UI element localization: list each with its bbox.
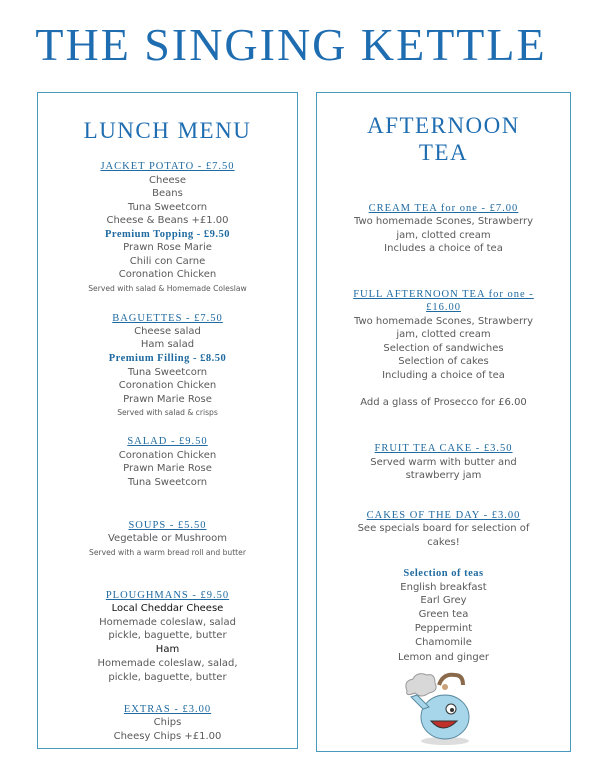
menu-note: Served with salad & crisps (117, 408, 218, 417)
lunch-menu-panel (37, 92, 298, 749)
menu-item-title: Local Cheddar Cheese (111, 603, 224, 614)
section-heading: CREAM TEA for one - £7.00 (368, 203, 519, 214)
menu-item: Includes a choice of tea (384, 243, 503, 254)
menu-item: Add a glass of Prosecco for £6.00 (360, 397, 527, 408)
menu-item: Earl Grey (420, 595, 467, 606)
menu-note: Served with a warm bread roll and butter (89, 548, 246, 557)
section-heading: FRUIT TEA CAKE - £3.50 (374, 443, 513, 454)
menu-item: Served warm with butter and (370, 457, 517, 468)
menu-item: Cheese salad (134, 326, 201, 337)
singing-kettle-illustration (401, 669, 481, 747)
menu-item: Cheesy Chips +£1.00 (113, 731, 222, 742)
menu-item: Tuna Sweetcorn (127, 477, 208, 488)
menu-item: English breakfast (400, 582, 487, 593)
menu-item: Lemon and ginger (398, 652, 489, 663)
section-heading: SALAD - £9.50 (127, 436, 208, 447)
section-heading: PLOUGHMANS - £9.50 (105, 590, 230, 601)
section-heading: EXTRAS - £3.00 (123, 704, 212, 715)
section-heading: FULL AFTERNOON TEA for one - (353, 289, 534, 300)
menu-item: Tuna Sweetcorn (127, 367, 208, 378)
menu-item: strawberry jam (405, 470, 482, 481)
menu-item: pickle, baguette, butter (108, 630, 227, 641)
menu-item: Prawn Rose Marie (123, 242, 212, 253)
subheading: Selection of teas (403, 568, 484, 579)
menu-item: Tuna Sweetcorn (127, 202, 208, 213)
subheading: Premium Filling - £8.50 (108, 353, 227, 364)
menu-item: Homemade coleslaw, salad, (97, 658, 238, 669)
menu-note: Served with salad & Homemade Coleslaw (88, 284, 247, 293)
menu-item: Prawn Marie Rose (123, 463, 212, 474)
section-heading: CAKES OF THE DAY - £3.00 (366, 510, 521, 521)
menu-item-title: Ham (155, 644, 180, 655)
menu-item: Ham salad (140, 339, 195, 350)
afternoon-tea-title-line1: AFTERNOON (367, 113, 520, 138)
section-heading: SOUPS - £5.50 (128, 520, 207, 531)
menu-item: Coronation Chicken (118, 450, 217, 461)
menu-item: Selection of cakes (398, 356, 489, 367)
menu-item: pickle, baguette, butter (108, 672, 227, 683)
menu-item: Cheese (149, 175, 186, 186)
menu-item: Vegetable or Mushroom (107, 533, 227, 544)
menu-item: Chips (153, 717, 182, 728)
menu-item: jam, clotted cream (396, 329, 491, 340)
menu-item: Coronation Chicken (118, 380, 217, 391)
section-heading: £16.00 (426, 302, 461, 313)
menu-item: cakes! (427, 537, 460, 548)
menu-item: Homemade coleslaw, salad (99, 617, 236, 628)
page-title: THE SINGING KETTLE (35, 19, 547, 70)
menu-item: jam, clotted cream (396, 230, 491, 241)
menu-item: Beans (152, 188, 183, 199)
menu-item: See specials board for selection of (357, 523, 530, 534)
section-heading: BAGUETTES - £7.50 (112, 313, 223, 324)
menu-item: Chamomile (415, 637, 472, 648)
afternoon-tea-title-line2: TEA (418, 140, 469, 165)
menu-item: Two homemade Scones, Strawberry (354, 216, 533, 227)
menu-item: Green tea (418, 609, 469, 620)
menu-item: Prawn Marie Rose (123, 394, 212, 405)
menu-item: Chili con Carne (129, 256, 206, 267)
menu-item: Cheese & Beans +£1.00 (106, 215, 229, 226)
menu-item: Selection of sandwiches (383, 343, 504, 354)
menu-item: Coronation Chicken (118, 269, 217, 280)
subheading: Premium Topping - £9.50 (104, 229, 231, 240)
menu-item: Peppermint (414, 623, 473, 634)
section-heading: JACKET POTATO - £7.50 (100, 161, 235, 172)
menu-item: Including a choice of tea (382, 370, 505, 381)
afternoon-tea-panel (316, 92, 571, 752)
menu-item: Two homemade Scones, Strawberry (354, 316, 533, 327)
lunch-menu-title: LUNCH MENU (83, 118, 252, 143)
